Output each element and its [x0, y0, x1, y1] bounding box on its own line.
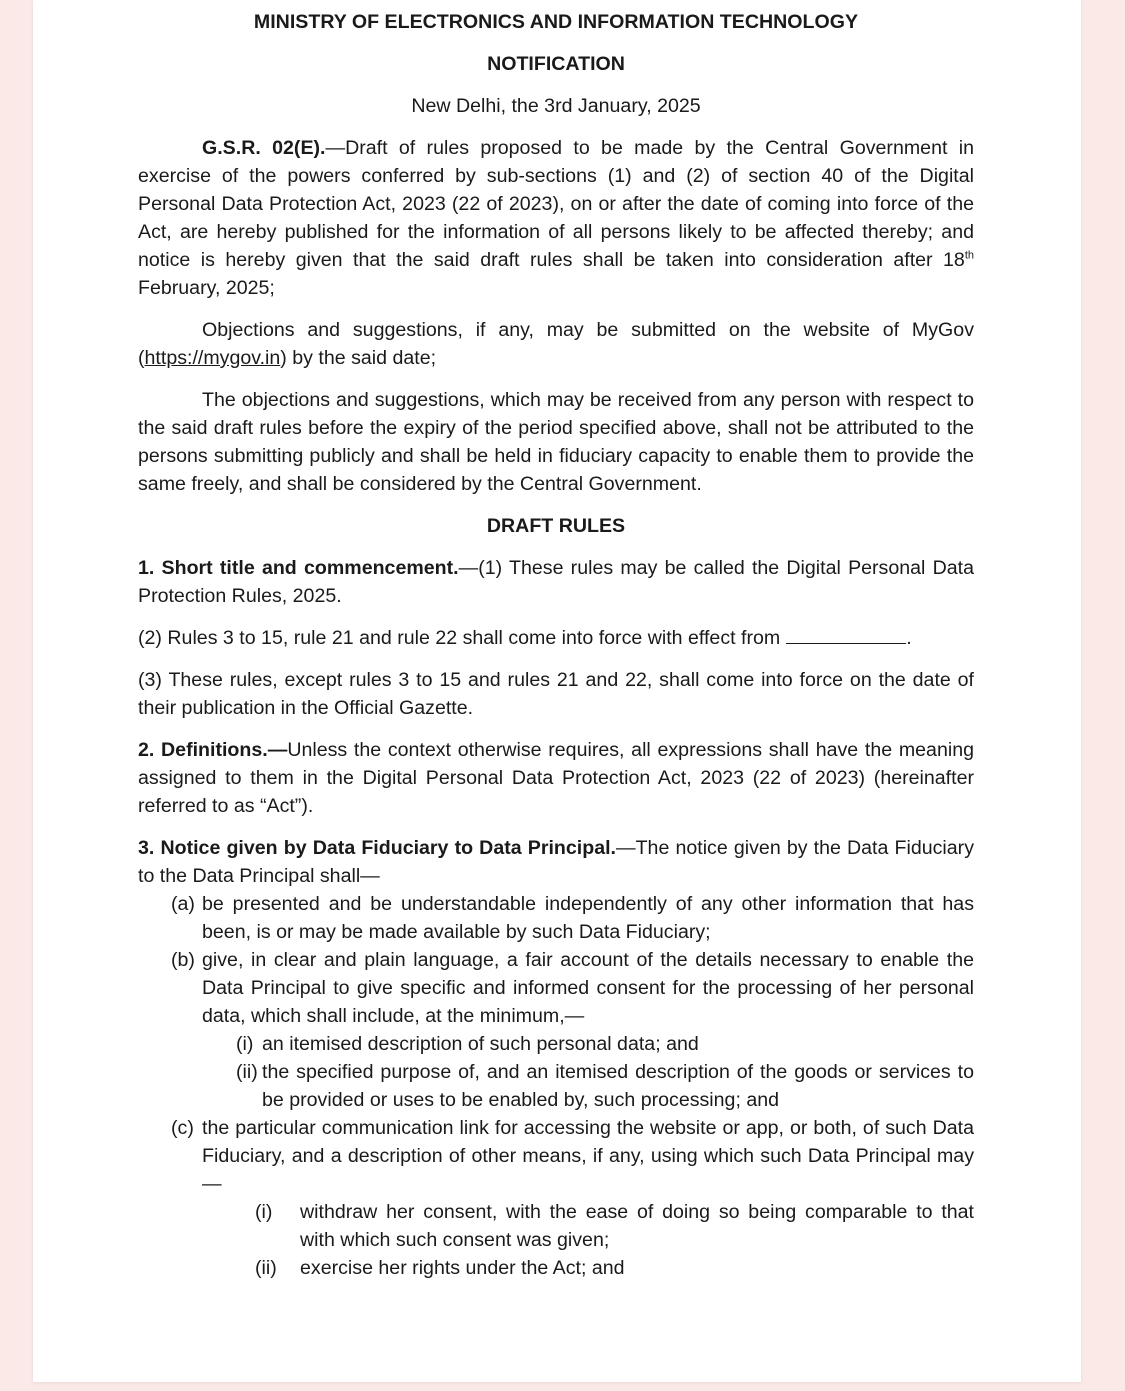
rule-2-title: 2. Definitions.—: [138, 739, 288, 761]
objections-paragraph: [138, 316, 974, 372]
rule-3-clause-a: [171, 890, 974, 946]
rule-2: [138, 736, 974, 820]
ministry-heading: MINISTRY OF ELECTRONICS AND INFORMATION TECHNOLOGY: [253, 11, 859, 33]
rule-1-sub-2-end: .: [906, 627, 912, 649]
notification-heading: NOTIFICATION: [487, 53, 625, 75]
rule-3-text: —The notice given by the Data Fiduciary to the Data Principal shall—: [138, 837, 974, 887]
sub-clause-text: the specified purpose of, and an itemised description of the goods or services to be provided or uses to be enabled by, such processing; and: [262, 1061, 974, 1111]
rule-3-clause-c-i: [255, 1198, 974, 1254]
fiduciary-paragraph: The objections and suggestions, which may be received from any person with respect to the said draft rules before the expiry of the period specified above, shall not be attributed to the persons submitting publicly and shall be held in fiduciary capacity to enable them to provide the same freely, and shall be considered by the Central Government.: [138, 389, 974, 495]
rule-3: [138, 834, 974, 890]
document-content: [138, 8, 974, 1282]
rule-3-clause-c: [171, 1114, 974, 1198]
rule-1-text: —(1) These rules may be called the Digital Personal Data Protection Rules, 2025.: [138, 557, 974, 607]
rule-3-clause-c-ii: [255, 1254, 974, 1282]
document-page: [33, 0, 1081, 1382]
gsr-text-end: February, 2025;: [138, 277, 275, 299]
objections-text: Objections and suggestions, if any, may be submitted on the website of MyGov (: [138, 319, 974, 369]
date-blank-line: [786, 625, 906, 644]
objections-text-end: ) by the said date;: [280, 347, 437, 369]
clause-text: give, in clear and plain language, a fair account of the details necessary to enable the Data Principal to give specific and informed consent for the processing of her personal data, which shall include, at the minimum,—: [202, 949, 974, 1027]
gsr-paragraph: [138, 134, 974, 302]
sub-clause-text: an itemised description of such personal data; and: [262, 1033, 699, 1055]
sub-clause-text: exercise her rights under the Act; and: [300, 1257, 625, 1279]
rule-1-title: 1. Short title and commencement.: [138, 557, 459, 579]
sub-clause-label: (i): [236, 1033, 254, 1055]
clause-label: (c): [171, 1117, 194, 1139]
rule-3-title: 3. Notice given by Data Fiduciary to Data Principal.: [138, 837, 616, 859]
rule-3-clause-b-i: [236, 1030, 974, 1058]
sub-clause-label: (i): [255, 1201, 273, 1223]
sub-clause-text: withdraw her consent, with the ease of doing so being comparable to that with which such consent was given;: [300, 1201, 974, 1251]
rule-1: [138, 554, 974, 610]
date-line: New Delhi, the 3rd January, 2025: [411, 95, 701, 117]
rule-1-sub-2: [138, 624, 974, 652]
clause-text: the particular communication link for accessing the website or app, or both, of such Data Fiduciary, and a description of other means, if any, using which such Data Principal may—: [202, 1117, 974, 1195]
rule-1-sub-3: (3) These rules, except rules 3 to 15 and rules 21 and 22, shall come into force on the date of their publication in the Official Gazette.: [138, 669, 974, 719]
gsr-text: —Draft of rules proposed to be made by the Central Government in exercise of the powers conferred by sub-sections (1) and (2) of section 40 of the Digital Personal Data Protection Act, 2023 (22 of 2023), on or after the date of coming into force of the Act, are hereby published for the information of all persons likely to be affected thereby; and notice is hereby given that the said draft rules shall be taken into consideration after 18: [138, 137, 974, 271]
mygov-link[interactable]: https://mygov.in: [144, 347, 281, 369]
sub-clause-label: (ii): [255, 1257, 277, 1279]
draft-rules-heading: DRAFT RULES: [486, 515, 626, 537]
rule-2-text: Unless the context otherwise requires, all expressions shall have the meaning assigned to them in the Digital Personal Data Protection Act, 2023 (22 of 2023) (hereinafter referred to as “Act”).: [138, 739, 974, 817]
rule-3-clause-b-ii: [236, 1058, 974, 1114]
sub-clause-label: (ii): [236, 1061, 258, 1083]
gsr-number: G.S.R. 02(E).: [202, 137, 326, 159]
clause-text: be presented and be understandable independently of any other information that has been, is or may be made available by such Data Fiduciary;: [202, 893, 974, 943]
clause-label: (b): [171, 949, 195, 971]
clause-label: (a): [171, 893, 195, 915]
rule-3-clause-b: [171, 946, 974, 1030]
date-superscript: th: [964, 249, 974, 262]
rule-1-sub-2-text: (2) Rules 3 to 15, rule 21 and rule 22 shall come into force with effect from: [138, 627, 781, 649]
